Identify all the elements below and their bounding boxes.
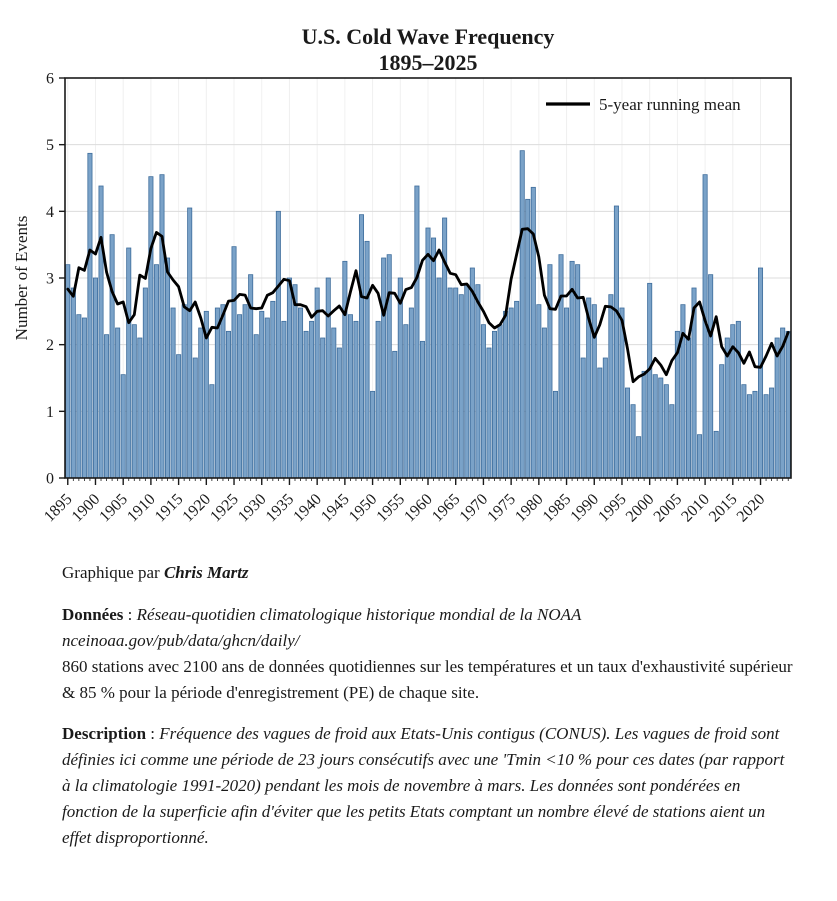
donnees-intro: Réseau-quotidien climatologique historique mondial de la NOAA <box>136 605 582 624</box>
bar-year-1927 <box>243 305 247 478</box>
x-tick-label: 2010 <box>678 490 713 526</box>
x-tick-label: 1930 <box>234 490 270 526</box>
bar-year-1981 <box>542 328 546 478</box>
bar-year-1954 <box>393 351 397 478</box>
chart-title-line2: 1895–2025 <box>378 50 478 75</box>
bar-year-1904 <box>116 328 120 478</box>
x-tick-label: 1975 <box>484 490 519 526</box>
bar-year-2014 <box>725 338 729 478</box>
bar-year-1962 <box>437 278 441 478</box>
bar-year-1939 <box>310 321 314 478</box>
bar-year-2022 <box>769 388 773 478</box>
bar-year-1991 <box>598 368 602 478</box>
donnees-body: 860 stations avec 2100 ans de données quotidiennes sur les températures et un taux d'exhaustivité supérieur & 85 % pour la période d'enregistrement (PE) de chaque site. <box>62 657 793 702</box>
description-label: Description <box>62 724 147 743</box>
x-tick-label: 1920 <box>179 490 215 526</box>
bar-year-1969 <box>476 285 480 478</box>
x-tick-label: 1895 <box>40 490 76 526</box>
bar-year-2019 <box>753 391 757 478</box>
bar-year-2023 <box>775 338 779 478</box>
bar-year-2004 <box>670 405 674 478</box>
bar-year-2003 <box>664 385 668 478</box>
bar-year-2021 <box>764 395 768 478</box>
bar-year-2007 <box>686 338 690 478</box>
donnees-label: Données <box>62 605 124 624</box>
x-tick-label: 1970 <box>456 490 492 526</box>
bar-year-1992 <box>603 358 607 478</box>
bar-year-1965 <box>454 288 458 478</box>
bar-year-1970 <box>481 325 485 478</box>
bar-year-1983 <box>553 391 557 478</box>
x-tick-label: 1965 <box>428 490 464 526</box>
bar-year-1899 <box>88 153 92 478</box>
bar-year-1915 <box>177 355 181 478</box>
bar-year-1942 <box>326 278 330 478</box>
bar-year-1936 <box>293 285 297 478</box>
bar-year-1931 <box>265 318 269 478</box>
bar-year-1988 <box>581 358 585 478</box>
bar-year-1966 <box>459 295 463 478</box>
chart-title-line1: U.S. Cold Wave Frequency <box>301 24 555 49</box>
bar-year-1961 <box>431 238 435 478</box>
x-tick-label: 1950 <box>345 490 381 526</box>
bar-year-1968 <box>470 268 474 478</box>
x-tick-label: 1915 <box>151 490 187 526</box>
bar-year-1909 <box>143 288 147 478</box>
bar-year-1999 <box>642 371 646 478</box>
bar-year-1984 <box>559 255 563 478</box>
bar-year-1917 <box>188 208 192 478</box>
bar-year-1971 <box>487 348 491 478</box>
y-tick-label: 6 <box>46 70 54 88</box>
bar-year-1980 <box>537 305 541 478</box>
bar-year-1951 <box>376 321 380 478</box>
x-tick-label: 1905 <box>96 490 132 526</box>
legend <box>546 95 741 114</box>
bar-year-1945 <box>343 261 347 478</box>
bar-year-1908 <box>138 338 142 478</box>
bar-year-1933 <box>276 211 280 478</box>
bar-year-1975 <box>509 308 513 478</box>
y-tick-label: 1 <box>46 403 54 421</box>
bar-year-1937 <box>298 308 302 478</box>
y-tick-label: 0 <box>46 470 54 488</box>
bar-year-2009 <box>697 435 701 478</box>
bar-year-1974 <box>503 311 507 478</box>
plot-area <box>41 71 791 526</box>
credit-line <box>62 560 794 586</box>
x-tick-label: 1980 <box>512 490 547 526</box>
x-tick-label: 1960 <box>401 490 436 526</box>
bar-year-1925 <box>232 247 236 478</box>
bar-year-1926 <box>237 315 241 478</box>
bar-year-1897 <box>77 315 81 478</box>
bar-year-1960 <box>426 228 430 478</box>
x-tick-label: 1925 <box>207 490 242 526</box>
credit-prefix: Graphique par <box>62 563 164 582</box>
x-tick-label: 1940 <box>290 490 325 526</box>
description-paragraph <box>62 721 794 851</box>
bar-year-2000 <box>648 283 652 478</box>
bar-year-1941 <box>321 338 325 478</box>
bar-year-1910 <box>149 177 153 478</box>
bar-year-1903 <box>110 235 114 478</box>
bar-year-2016 <box>736 321 740 478</box>
bar-year-1901 <box>99 186 103 478</box>
bar-year-1923 <box>221 305 225 478</box>
bar-year-1924 <box>226 331 230 478</box>
bar-year-1943 <box>332 328 336 478</box>
bar-year-1964 <box>448 288 452 478</box>
bar-year-1977 <box>520 151 524 478</box>
bar-year-1912 <box>160 175 164 478</box>
bar-year-1985 <box>564 308 568 478</box>
bar-year-1900 <box>93 278 97 478</box>
bar-year-1895 <box>66 265 70 478</box>
bar-year-1898 <box>82 318 86 478</box>
bar-year-1913 <box>165 258 169 478</box>
y-tick-label: 3 <box>46 270 54 288</box>
bar-year-1896 <box>71 288 75 478</box>
bar-year-1944 <box>337 348 341 478</box>
x-tick-label: 2005 <box>650 490 686 526</box>
bar-year-1911 <box>154 265 158 478</box>
bar-year-1922 <box>215 308 219 478</box>
bar-year-1906 <box>127 248 131 478</box>
x-tick-label: 1985 <box>539 490 575 526</box>
bar-year-1956 <box>404 325 408 478</box>
bar-year-1998 <box>636 437 640 478</box>
credit-author: Chris Martz <box>163 563 249 582</box>
bar-year-1947 <box>354 321 358 478</box>
bar-year-1930 <box>260 311 264 478</box>
bar-year-1905 <box>121 375 125 478</box>
bar-year-1949 <box>365 241 369 478</box>
caption-block <box>62 560 794 866</box>
bar-year-1935 <box>287 278 291 478</box>
bar-year-1972 <box>492 331 496 478</box>
x-tick-label: 1995 <box>595 490 630 526</box>
x-tick-label: 1900 <box>68 490 104 526</box>
y-tick-label: 2 <box>46 337 54 355</box>
description-separator: : <box>146 724 160 743</box>
bar-year-1994 <box>614 206 618 478</box>
bar-year-2017 <box>742 385 746 478</box>
bar-year-1946 <box>348 315 352 478</box>
bar-year-1902 <box>104 335 108 478</box>
x-tick-label: 1955 <box>373 490 409 526</box>
bar-year-1914 <box>171 308 175 478</box>
donnees-paragraph <box>62 602 794 706</box>
bar-year-1967 <box>465 285 469 478</box>
bar-year-1938 <box>304 331 308 478</box>
bar-year-2013 <box>720 365 724 478</box>
x-tick-label: 1945 <box>318 490 353 526</box>
bar-year-1932 <box>271 301 275 478</box>
x-tick-label: 2015 <box>705 490 741 526</box>
bar-year-1976 <box>515 301 519 478</box>
x-tick-label: 2020 <box>733 490 769 526</box>
bar-year-1996 <box>625 388 629 478</box>
bar-year-1978 <box>526 199 530 478</box>
bar-year-1997 <box>631 405 635 478</box>
bar-year-1918 <box>193 358 197 478</box>
donnees-url: nceinoaa.gov/pub/data/ghcn/daily/ <box>62 631 300 650</box>
bar-year-1952 <box>382 258 386 478</box>
bar-year-1958 <box>415 186 419 478</box>
bar-year-1953 <box>387 255 391 478</box>
description-body: Fréquence des vagues de froid aux Etats-Unis contigus (CONUS). Les vagues de froid sont définies ici comme une période de 23 jours consécutifs avec une 'Tmin <10 % pour ces dates (par rapport à la climatologie 1991-2020) pendant les mois de novembre à mars. Les données sont pondérées en fonction de la superficie afin d'éviter que les petits Etats comptant un nombre élevé de stations aient un effet disproportionné. <box>62 724 785 847</box>
bar-year-2006 <box>681 305 685 478</box>
bar-year-1921 <box>210 385 214 478</box>
bar-year-1993 <box>609 295 613 478</box>
y-axis-label: Number of Events <box>12 215 31 341</box>
bar-year-1919 <box>199 328 203 478</box>
bar-year-1934 <box>282 321 286 478</box>
x-tick-label: 1935 <box>262 490 298 526</box>
bar-year-1916 <box>182 305 186 478</box>
bar-year-2002 <box>659 378 663 478</box>
x-tick-label: 2000 <box>622 490 658 526</box>
bar-year-1957 <box>409 308 413 478</box>
bar-year-2012 <box>714 431 718 478</box>
bar-year-2018 <box>747 395 751 478</box>
bar-year-1940 <box>315 288 319 478</box>
x-tick-label: 1990 <box>567 490 603 526</box>
bar-year-1929 <box>254 335 258 478</box>
bar-year-2020 <box>758 268 762 478</box>
bar-year-2001 <box>653 375 657 478</box>
bar-year-1973 <box>498 325 502 478</box>
bar-year-1907 <box>132 325 136 478</box>
x-tick-label: 1910 <box>124 490 159 526</box>
y-tick-label: 4 <box>46 203 54 221</box>
bar-year-1982 <box>548 265 552 478</box>
bar-year-2011 <box>709 275 713 478</box>
bar-year-2025 <box>786 331 790 478</box>
donnees-separator: : <box>123 605 137 624</box>
bar-year-1959 <box>420 341 424 478</box>
legend-label: 5-year running mean <box>599 95 741 114</box>
bar-year-1948 <box>359 215 363 478</box>
y-tick-label: 5 <box>46 137 54 155</box>
bar-year-1955 <box>398 278 402 478</box>
bar-year-1950 <box>370 391 374 478</box>
